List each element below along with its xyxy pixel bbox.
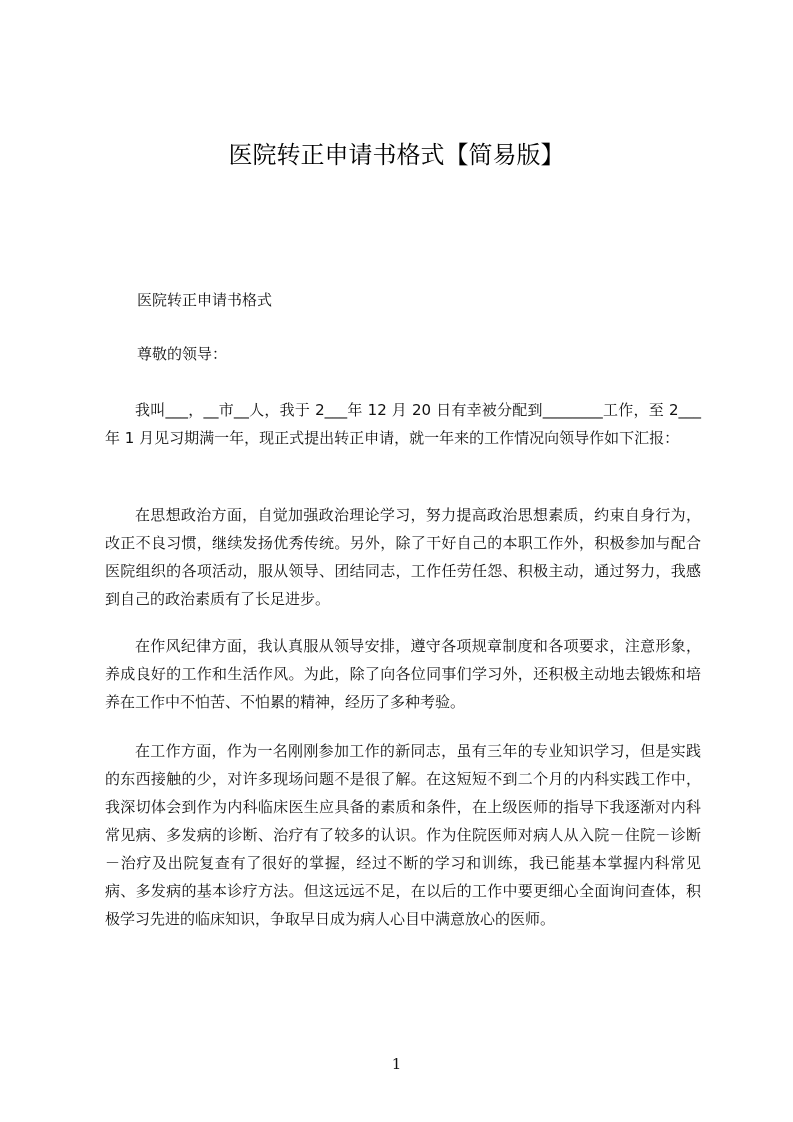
salutation: 尊敬的领导： xyxy=(137,345,228,363)
paragraph-discipline: 在作风纪律方面，我认真服从领导安排，遵守各项规章制度和各项要求，注意形象，养成良好的工作和生活作风。为此，除了向各位同事们学习外，还积极主动地去锻炼和培养在工作中不怕苦、不怕累的精神，经历了多种考验。 xyxy=(105,637,701,711)
paragraph-intro: 我叫___，__市__人，我于 2___年 12 月 20 日有幸被分配到________工作，至 2___年 1 月见习期满一年，现正式提出转正申请，就一年来的工作情况向领导作如下汇报： xyxy=(105,401,701,447)
document-subtitle: 医院转正申请书格式 xyxy=(137,291,273,309)
document-title: 医院转正申请书格式【简易版】 xyxy=(228,141,565,169)
paragraph-work: 在工作方面，作为一名刚刚参加工作的新同志，虽有三年的专业知识学习，但是实践的东西接触的少，对许多现场问题不是很了解。在这短短不到二个月的内科实践工作中，我深切体会到作为内科临床医生应具备的素质和条件，在上级医师的指导下我逐渐对内科常见病、多发病的诊断、治疗有了较多的认识。作为住院医师对病人从入院－住院－诊断－治疗及出院复查有了很好的掌握，经过不断的学习和训练，我已能基本掌握内科常见病、多发病的基本诊疗方法。但这远远不足，在以后的工作中要更细心全面询问查体，积极学习先进的临床知识，争取早日成为病人心目中满意放心的医师。 xyxy=(105,742,701,928)
paragraph-political: 在思想政治方面，自觉加强政治理论学习，努力提高政治思想素质，约束自身行为，改正不良习惯，继续发扬优秀传统。另外，除了干好自己的本职工作外，积极参加与配合医院组织的各项活动，服从领导、团结同志，工作任劳任怨、积极主动，通过努力，我感到自己的政治素质有了长足进步。 xyxy=(105,506,701,608)
page-number: 1 xyxy=(391,1055,402,1073)
